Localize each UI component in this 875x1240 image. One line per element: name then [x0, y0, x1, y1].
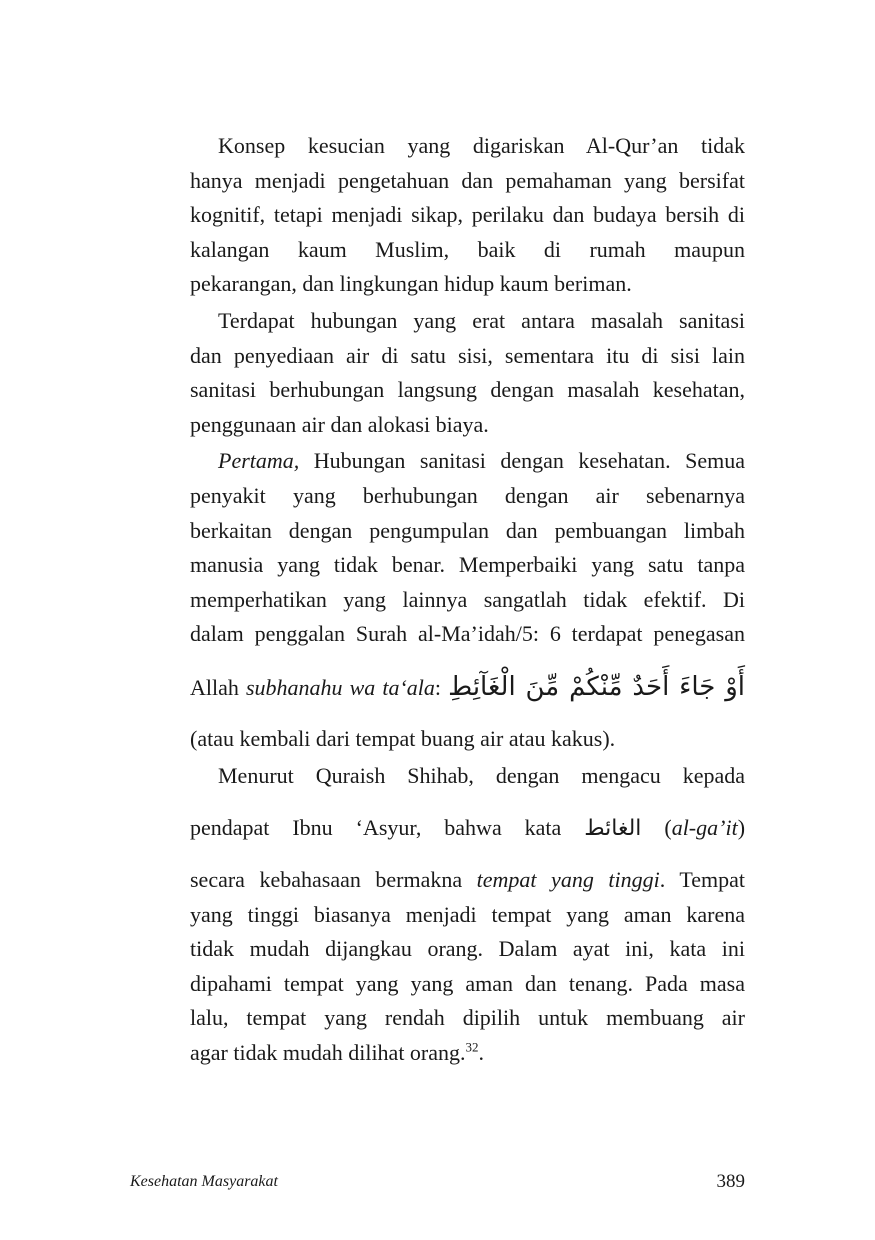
- footnote-reference[interactable]: 32: [465, 1039, 479, 1055]
- p4-emphasis: tempat yang tinggi: [476, 867, 660, 893]
- p4-line-3-start: secara kebahasaan bermakna: [190, 867, 477, 893]
- p3-line-5: memperhatikan yang lainnya sangatlah tidak efektif. Di: [190, 586, 745, 612]
- paragraph-3: [190, 444, 745, 756]
- paragraph-2: [190, 304, 745, 442]
- body-text: [190, 129, 745, 1071]
- p3-line-6: dalam penggalan Surah al-Ma’idah/5: 6 terdapat penegasan: [190, 621, 745, 647]
- p4-line-4: yang tinggi biasanya menjadi tempat yang aman karena: [190, 901, 745, 927]
- p2-line-1: Terdapat hubungan yang erat antara masalah sanitasi: [218, 307, 745, 333]
- running-title: Kesehatan Masyarakat: [130, 1173, 278, 1190]
- arabic-word: الغائط: [584, 816, 642, 842]
- p3-emphasis-pertama: Pertama,: [218, 448, 300, 474]
- p1-line-5: pekarangan, dan lingkungan hidup kaum beriman.: [190, 271, 632, 297]
- p4-paren-close: ): [737, 815, 746, 841]
- p4-translit-group: [664, 815, 745, 840]
- p3-line-3: berkaitan dengan pengumpulan dan pembuangan limbah: [190, 517, 745, 543]
- p2-line-2: dan penyediaan air di satu sisi, sementara itu di sisi lain: [190, 342, 745, 368]
- p4-paren-open: (: [664, 815, 672, 841]
- p4-line-6: dipahami tempat yang yang aman dan tenang. Pada masa: [190, 970, 745, 996]
- p1-line-3: kognitif, tetapi menjadi sikap, perilaku dan budaya bersih di: [190, 202, 745, 228]
- arabic-verse: أَوْ جَاءَ أَحَدٌ مِّنْكُمْ مِّنَ الْغَآئِطِ: [448, 671, 745, 702]
- p1-line-4: kalangan kaum Muslim, baik di rumah maupun: [190, 236, 745, 262]
- p4-line-7: lalu, tempat yang rendah dipilih untuk membuang air: [190, 1005, 745, 1031]
- p4-line-8-start: agar tidak mudah dilihat orang.: [190, 1040, 466, 1066]
- p4-line-8-end: .: [478, 1040, 485, 1066]
- page-number: 389: [716, 1171, 745, 1192]
- p3-subhanahu: subhanahu wa ta‘ala: [245, 674, 435, 700]
- p4-line-3-end: . Tempat: [659, 867, 745, 893]
- p3-line-4: manusia yang tidak benar. Memperbaiki yang satu tanpa: [190, 552, 745, 578]
- p4-line-3: [190, 863, 745, 898]
- paragraph-4: [190, 759, 745, 1071]
- p3-line-8: (atau kembali dari tempat buang air atau kakus).: [190, 725, 616, 751]
- p4-line-1: Menurut Quraish Shihab, dengan mengacu kepada: [218, 762, 745, 788]
- p2-line-3: sanitasi berhubungan langsung dengan masalah kesehatan,: [190, 377, 745, 403]
- p3-allah: Allah: [190, 674, 246, 700]
- p4-line-2: [190, 793, 745, 863]
- p4-translit: al-ga’it: [671, 815, 738, 841]
- p3-colon: :: [434, 674, 442, 700]
- p3-line-2: penyakit yang berhubungan dengan air sebenarnya: [190, 482, 745, 508]
- p4-line-8: [190, 1036, 745, 1071]
- p3-line-7: [190, 652, 745, 722]
- p4-line-2-start: pendapat Ibnu ‘Asyur, bahwa kata: [190, 815, 562, 841]
- p1-line-1: Konsep kesucian yang digariskan Al-Qur’an tidak: [218, 133, 745, 158]
- p3-line-1-rest: Hubungan sanitasi dengan kesehatan. Semua: [299, 448, 745, 474]
- p1-line-2: hanya menjadi pengetahuan dan pemahaman yang bersifat: [190, 167, 745, 193]
- p2-line-4: penggunaan air dan alokasi biaya.: [190, 411, 489, 437]
- p4-line-5: tidak mudah dijangkau orang. Dalam ayat ini, kata ini: [190, 936, 745, 962]
- p3-line-1: [190, 444, 745, 479]
- paragraph-1: [190, 129, 745, 302]
